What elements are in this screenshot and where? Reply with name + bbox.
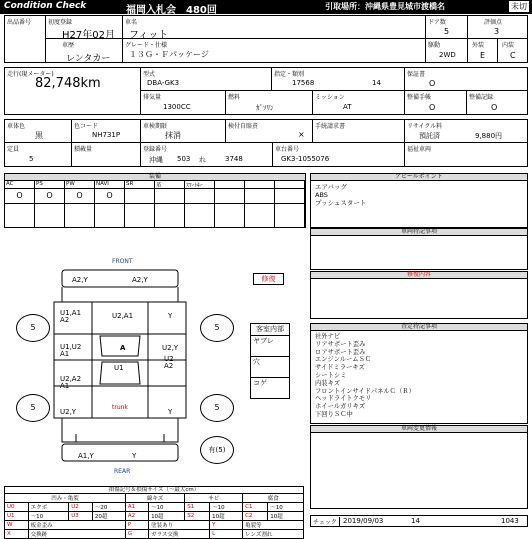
part-fl-fender: U1,A1 A2: [60, 309, 82, 324]
footer-bar: [310, 515, 528, 527]
car-name-cell: 車名 フィット: [122, 15, 426, 39]
part-rl-fender: U2,Y: [60, 408, 77, 416]
inspector-number: 14: [411, 517, 420, 525]
exterior-value: E: [480, 51, 486, 60]
legend-row: W 板金歪み P 塗装あり Y 亀裂等: [5, 521, 304, 530]
equipment-label: [215, 181, 244, 189]
part-rl-door: U2,A2 A1: [60, 375, 82, 390]
doors-cell: ドア数 5: [425, 15, 468, 39]
record-value: O: [491, 103, 498, 112]
manual-value: O: [429, 103, 436, 112]
inspection-note-line: フロントインサイドパネルＣ（Ｒ）: [315, 387, 415, 395]
exterior-cell: 外装 E: [467, 38, 498, 63]
transmission-cell: ミッション AT: [312, 90, 405, 115]
repair-section: 修復内容: [310, 271, 528, 319]
equipment-label: ｽﾏｰﾄｷｰ: [185, 181, 214, 189]
part-front-left: A2,Y: [72, 276, 88, 284]
part-fl-door: U1,U2 A1: [60, 343, 82, 358]
inspection-value: 抹消: [165, 131, 181, 140]
drive-value: 2WD: [439, 51, 456, 59]
recycle-status: 預託済: [419, 132, 440, 140]
pickup-location: 引取場所：沖縄県豊見城市渡橋名: [325, 2, 445, 11]
warranty-cell: 保証書 O: [404, 67, 528, 91]
grade-value: １３Ｇ・Ｆパッケージ: [129, 50, 209, 59]
mileage-value: 82,748km: [35, 76, 101, 91]
equipment-divider: [5, 203, 305, 204]
inspection-cert-value: ×: [298, 130, 305, 139]
load-cell: 積載量: [71, 142, 141, 167]
inspection-cell: 車検期限 抹消: [140, 119, 226, 143]
manual-cell: 整備手帳 O: [404, 90, 467, 115]
first-reg-cell: 初度登録 H27年02月: [45, 15, 123, 39]
color-cell: 車体色 黒: [4, 119, 72, 143]
equipment-item: [125, 181, 155, 227]
part-rear-bumper: A1,Y: [78, 452, 94, 460]
equipment-item: [5, 181, 35, 227]
inspection-note-line: 社外ナビ: [315, 333, 341, 340]
part-roof: A: [120, 344, 126, 352]
equipment-label: PS: [35, 181, 64, 189]
car-diagram: [4, 256, 248, 484]
interior-value: C: [510, 51, 516, 60]
plate-class: 503: [177, 155, 191, 163]
history-cell: 車歴 レンタカー: [45, 38, 123, 63]
equipment-label: [245, 181, 274, 189]
rear-label: REAR: [114, 468, 131, 475]
capacity-cell: 定員 5: [4, 142, 72, 167]
tire-front-right: 5: [200, 314, 234, 342]
header-bar: [0, 0, 532, 14]
score-cell: 評価点 3: [467, 15, 528, 39]
color-code-cell: 色コード NH731P: [71, 119, 141, 143]
corner-tag: 未切: [508, 0, 530, 13]
inspection-note-line: サイドミラーキズ: [315, 364, 365, 372]
interior-row-tear: ヤブレ: [251, 336, 289, 357]
lot-number: 1043: [501, 517, 519, 525]
plate-area: 沖縄: [149, 156, 163, 164]
fee-cell: 手続請求書: [312, 119, 405, 143]
equipment-section: 装備 AC O PS O PW O NAVI O SR 革 ｽﾏｰﾄｷｰ: [4, 173, 306, 228]
legend-row: U1 ～10 U3 20超 A2 10超 S2 10超 C2 10超: [5, 512, 304, 521]
equipment-item: [275, 181, 305, 227]
designation-cell: 指定・類別 17568 14: [271, 67, 405, 91]
equipment-label: 革: [155, 181, 184, 189]
inspection-notes-lines: [315, 333, 415, 419]
model-value: DBA-GK3: [147, 79, 180, 87]
inspection-note-line: リアサポート歪み: [315, 340, 366, 348]
tire-rear-right: 5: [200, 394, 234, 422]
record-cell: 整備記録 O: [466, 90, 528, 115]
equipment-mark: O: [16, 191, 23, 200]
damage-legend: 損傷記号＆損傷サイズ（～最大cm） 凹み・亀裂 線キズ サビ 腐食 U0 エクボ U2 ～20 A1 ～10 S1 ～10 C1 ～10 U1 ～10 U3 20超 A2 10超 S2 10超 C2 10超 W 板金歪み P 塗装あり Y 亀裂等 X 交換跡 G ガラス交換 L レンズ割れ: [4, 486, 304, 539]
interior-table: 客室内部 ヤブレ 穴 コゲ: [250, 323, 290, 399]
drive-cell: 駆動 2WD: [425, 38, 468, 63]
inspection-note-line: ホイールガリキズ: [315, 403, 366, 411]
doors-value: 5: [444, 27, 450, 36]
part-rr-door: U2 A2: [164, 355, 174, 370]
car-name-value: フィット: [129, 30, 169, 41]
plate-kana: れ: [199, 156, 206, 164]
legend-row: X 交換跡 G ガラス交換 L レンズ割れ: [5, 530, 304, 539]
check-date: 2019/09/03: [343, 517, 384, 525]
plate-number: 3748: [225, 155, 243, 163]
welfare-cell: 福祉車両: [404, 142, 528, 167]
legend-row: U0 エクボ U2 ～20 A1 ～10 S1 ～10 C1 ～10: [5, 503, 304, 512]
mileage-cell: 走行(現メーター) 82,748km: [4, 67, 141, 115]
part-fr-fender: Y: [168, 312, 173, 320]
classification-value: 14: [372, 79, 381, 87]
inspection-note-line: ヘッドライトクモリ: [315, 395, 372, 403]
equipment-label: [275, 181, 304, 189]
history-section: 車両変更情報: [310, 425, 528, 509]
lot-cell: 出品番号: [4, 15, 46, 63]
first-reg-value: H27年02月: [62, 30, 115, 41]
part-trunk-lid: Y: [168, 408, 173, 416]
equipment-item: [245, 181, 275, 227]
tire-front-left: 5: [16, 314, 50, 342]
inspection-note-line: エンジンルームＳＣ: [315, 356, 372, 364]
recycle-cell: リサイクル料 預託済 9,880円: [404, 119, 528, 143]
inspection-cert-cell: 検付自賠責 ×: [225, 119, 313, 143]
part-center: U1: [114, 364, 124, 372]
part-rear-right: Y: [132, 452, 137, 460]
equipment-item: [65, 181, 95, 227]
equipment-mark: O: [106, 191, 113, 200]
part-hood: U2,A1: [112, 312, 134, 320]
inspection-note-line: 下回りＳＣ中: [315, 410, 353, 418]
auction-name: 福岡入札会 480回: [126, 5, 217, 16]
part-front-right: A2,Y: [132, 276, 148, 284]
interior-cell: 内装 C: [497, 38, 528, 63]
notes-section: 車両特記事項: [310, 228, 528, 270]
color-code-value: NH731P: [92, 131, 121, 139]
front-label: FRONT: [112, 258, 133, 265]
trunk-label: trunk: [112, 404, 128, 411]
part-fr-door: U2,Y: [162, 344, 179, 352]
equipment-item: [155, 181, 185, 227]
equipment-item: [35, 181, 65, 227]
equipment-item: [185, 181, 215, 227]
recycle-fee: 9,880円: [475, 132, 503, 140]
check-label: チェック: [313, 517, 340, 526]
appeal-section: アピールポイント エアバッグ ABS プッシュスタート: [310, 173, 528, 228]
displacement-value: 1300CC: [163, 103, 191, 111]
plate-cell: 登録番号 沖縄 503 れ 3748: [140, 142, 273, 167]
equipment-mark: O: [76, 191, 83, 200]
repair-tag: 修復: [253, 273, 284, 285]
capacity-value: 5: [29, 155, 34, 163]
chassis-value: GK3-1055076: [281, 155, 330, 163]
grade-cell: グレード・仕様 １３Ｇ・Ｆパッケージ: [122, 38, 426, 63]
header-title: Condition Check: [4, 1, 87, 11]
model-cell: 型式 DBA-GK3: [140, 67, 272, 91]
warranty-value: O: [429, 79, 436, 88]
interior-row-burn: コゲ: [253, 379, 267, 387]
equipment-label: AC: [5, 181, 34, 189]
equipment-label: NAVI: [95, 181, 124, 189]
equipment-item: [95, 181, 125, 227]
fuel-cell: 燃料 ｶﾞｿﾘﾝ: [225, 90, 313, 115]
spare-tire: 有(5): [200, 436, 234, 464]
equipment-item: [215, 181, 245, 227]
inspection-notes-section: 査定特記事項 社外ナビ リアサポート歪み ロアサポート歪み エンジンルームＳＣ サイドミラーキズ シートシミ 内装キズ フロントインサイドパネルＣ（Ｒ） ヘッドライトクモリ ホイールガリキズ 下回りＳＣ中: [310, 323, 528, 424]
score-value: 3: [494, 27, 500, 36]
inspection-note-line: 内装キズ: [315, 379, 341, 387]
chassis-cell: 車台番号 GK3-1055076: [272, 142, 405, 167]
interior-row-hole: 穴: [251, 357, 289, 378]
history-value: レンタカー: [66, 54, 111, 64]
inspection-note-line: ロアサポート歪み: [315, 348, 366, 356]
fuel-value: ｶﾞｿﾘﾝ: [256, 104, 274, 112]
equipment-label: PW: [65, 181, 94, 189]
designation-value: 17568: [292, 79, 315, 87]
transmission-value: AT: [343, 103, 352, 111]
tire-rear-left: 5: [16, 394, 50, 422]
legend-table: 凹み・亀裂 線キズ サビ 腐食 U0 エクボ U2 ～20 A1 ～10 S1 ～10 C1 ～10 U1 ～10 U3 20超 A2 10超 S2 10超 C2 10超 W 板金歪み P 塗装あり Y 亀裂等 X 交換跡 G ガラス交換 L レンズ割れ: [4, 493, 304, 539]
inspection-note-line: シートシミ: [315, 371, 347, 379]
equipment-mark: O: [46, 191, 53, 200]
displacement-cell: 排気量 1300CC: [140, 90, 226, 115]
equipment-label: SR: [125, 181, 154, 189]
color-value: 黒: [35, 131, 43, 140]
appeal-lines: エアバッグ ABS プッシュスタート: [315, 183, 367, 207]
